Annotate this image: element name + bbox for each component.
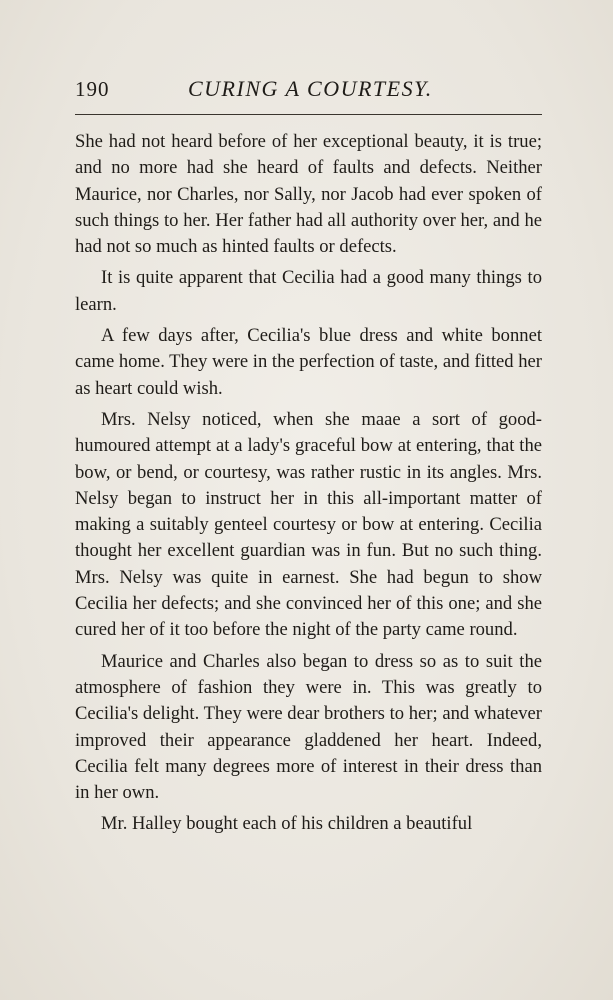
header-rule (75, 114, 542, 115)
paragraph: A few days after, Cecilia's blue dress and white bonnet came home. They were in the perfection of taste, and fitted her as heart could wish. (75, 325, 542, 399)
paragraph: It is quite apparent that Cecilia had a good many things to learn. (75, 267, 542, 315)
paragraph: Maurice and Charles also began to dress so as to suit the atmosphere of fashion they were in. This was greatly to Cecilia's delight. They were dear brothers to her; and whatever improved their appearance gladdened her heart. Indeed, Cecilia felt many degrees more of interest in their dress than in her own. (75, 650, 542, 804)
paragraph: Mrs. Nelsy noticed, when she maae a sort of good-humoured attempt at a lady's graceful bow at entering, that the bow, or bend, or courtesy, was rather rustic in its angles. Mrs. Nelsy began to instruct her in this all-important matter of making a suitably genteel courtesy or bow at entering. Cecilia thought her excellent guardian was in fun. But no such thing. Mrs. Nelsy was quite in earnest. She had begun to show Cecilia her defects; and she convinced her of this one; and she cured her of it too before the night of the party came round. (75, 408, 542, 641)
page-number: 190 (75, 77, 110, 101)
paragraph: She had not heard before of her exceptional beauty, it is true; and no more had she heard of faults and defects. Neither Maurice, nor Charles, nor Sally, nor Jacob had ever spoken of such things to her. Her father had all authority over her, and he had not so much as hinted faults or defects. (75, 131, 542, 258)
running-title: CURING A COURTESY. (188, 76, 433, 101)
body-text (75, 129, 542, 838)
paragraph: Mr. Halley bought each of his children a beautiful (101, 813, 473, 835)
